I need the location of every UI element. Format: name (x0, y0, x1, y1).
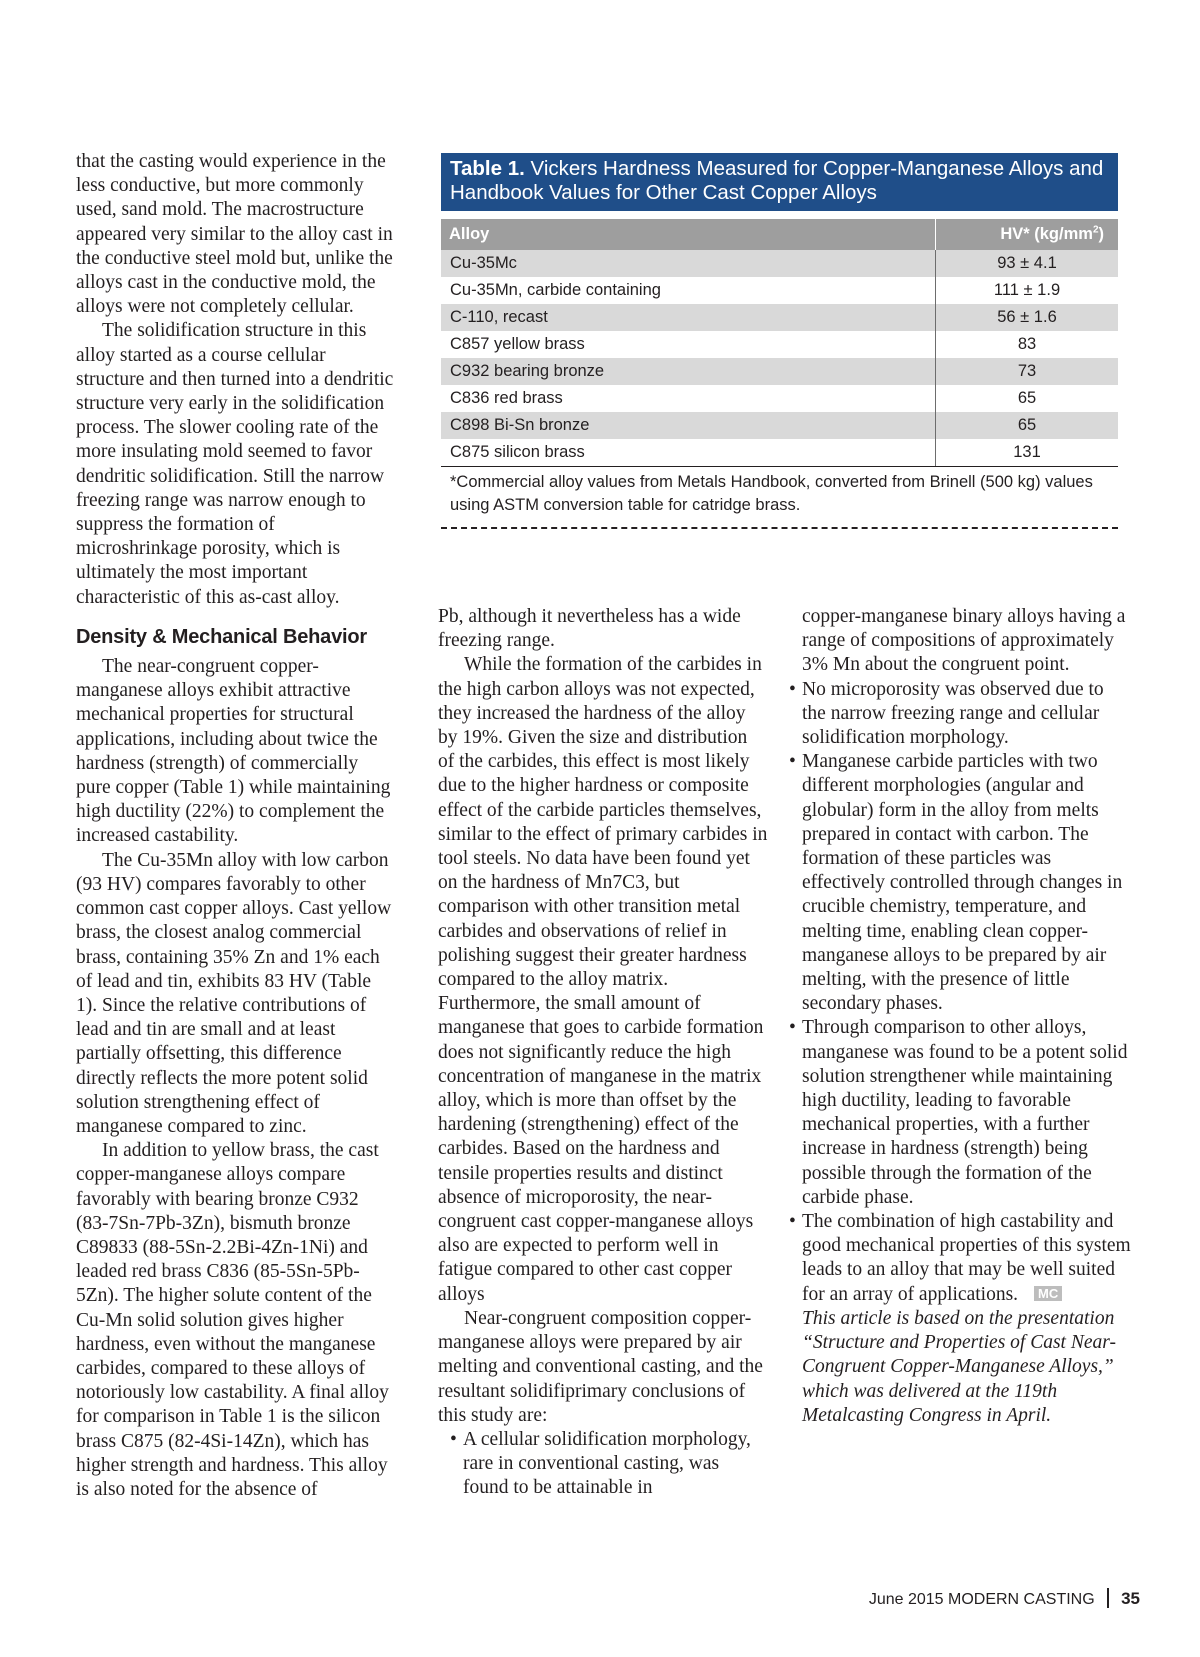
paragraph: Pb, although it nevertheless has a wide freezing range. (438, 606, 741, 652)
cell-alloy: Cu-35Mn, carbide containing (450, 281, 661, 299)
page-number: 35 (1121, 1589, 1140, 1608)
table-row (441, 331, 1118, 358)
cell-hv: 65 (936, 412, 1119, 439)
paragraph: that the casting would experience in the less conductive, but more commonly used, sand mold. The macrostructure appeared very similar to the alloy cast in the conductive steel mold but, unlike the alloys cast in the conductive mold, the alloys were not completely cellular. (76, 151, 393, 318)
cell-hv: 111 ± 1.9 (936, 277, 1119, 304)
conclusions-list (789, 678, 1132, 1307)
cell-alloy: C857 yellow brass (450, 335, 585, 353)
list-item: • No microporosity was observed due to the narrow freezing range and cellular solidification morphology. (789, 678, 1132, 751)
table-header-row (441, 219, 1118, 250)
list-item: • A cellular solidification morphology, rare in conventional casting, was found to be attainable in (450, 1428, 768, 1501)
cell-alloy: C-110, recast (441, 304, 936, 331)
list-item: • Manganese carbide particles with two different morphologies (angular and globular) form in the alloy from melts prepared in contact with carbon. The formation of these particles was effectively controlled through changes in crucible chemistry, temperature, and melting time, enabling clean copper-manganese alloys to be prepared by air melting, with the presence of little secondary phases. (789, 750, 1132, 1016)
table-row (441, 304, 1118, 331)
dashed-divider (441, 527, 1118, 529)
table-label: Table 1. (450, 157, 525, 180)
table-row (441, 412, 1118, 439)
table-title-text: Vickers Hardness Measured for Copper-Manganese Alloys and Handbook Values for Other Cast Copper Alloys (450, 157, 1104, 204)
table-title (441, 153, 1118, 219)
paragraph: In addition to yellow brass, the cast copper-manganese alloys compare favorably with bearing bronze C932 (83-7Sn-7Pb-3Zn), bismuth bronze C89833 (88-5Sn-2.2Bi-4Zn-1Ni) and leaded red brass C836 (85-5Sn-5Pb-5Zn). The higher solute content of the Cu-Mn solid solution gives higher hardness, even without the manganese carbides, compared to these alloys of notoriously low castability. A final alloy for comparison in Table 1 is the silicon brass C875 (82-4Si-14Zn), which has higher strength and hardness. This alloy is also noted for the absence of (76, 1140, 389, 1500)
paragraph: Near-congruent composition copper-manganese alloys were prepared by air melting and conventional casting, and the resultant solidifiprimary conclusions of this study are: (438, 1307, 763, 1426)
paragraph: The Cu-35Mn alloy with low carbon (93 HV) compares favorably to other common cast copper alloys. Cast yellow brass, the closest analog commercial brass, containing 35% Zn and 1% each of lead and tin, exhibits 83 HV (Table 1). Since the relative contributions of lead and tin are small and at least partially offsetting, this difference directly reflects the more potent solid solution strengthening effect of manganese compared to zinc. (76, 849, 392, 1137)
cell-hv: 83 (936, 331, 1119, 358)
magazine-name: MODERN CASTING (948, 1591, 1095, 1608)
mc-end-mark: MC (1034, 1286, 1062, 1301)
column-header-hv: HV* $(kg/mm^2)$ (936, 219, 1119, 250)
cell-hv: 65 (936, 385, 1119, 412)
cell-hv: 93 ± 4.1 (936, 250, 1119, 277)
text-column-2 (438, 605, 768, 1501)
paragraph: The solidification structure in this alloy started as a course cellular structure and then turned into a dendritic structure very early in the solidification process. The slower cooling rate of the more insulating mold seemed to favor dendritic solidification. Still the narrow freezing range was narrow enough to suppress the formation of microshrinkage porosity, which is ultimately the most important characteristic of this as-cast alloy. (76, 320, 394, 608)
paragraph: copper-manganese binary alloys having a range of compositions of approximately 3% Mn about the congruent point. (802, 606, 1126, 676)
conclusions-list (450, 1428, 768, 1501)
article-note: This article is based on the presentation “Structure and Properties of Cast Near-Congruent Copper-Manganese Alloys,” which was delivered at the 119th Metalcasting Congress in April. (802, 1307, 1116, 1426)
table-row (441, 385, 1118, 412)
column-header-alloy: Alloy (441, 219, 936, 250)
table-footnote: *Commercial alloy values from Metals Handbook, converted from Brinell (500 kg) values using ASTM conversion table for catridge brass. (450, 473, 1093, 514)
table-row (441, 439, 1118, 467)
table-1 (441, 153, 1118, 529)
text-column-1 (76, 150, 396, 1502)
section-heading: Density & Mechanical Behavior (76, 625, 367, 648)
table-row (441, 358, 1118, 385)
page-footer (869, 1588, 1140, 1609)
text-column-3 (802, 605, 1132, 1428)
cell-alloy: C898 Bi-Sn bronze (441, 412, 936, 439)
cell-alloy: C836 red brass (450, 389, 563, 407)
cell-hv: 73 (936, 358, 1119, 385)
footer-divider (1107, 1588, 1109, 1608)
cell-alloy: Cu-35Mc (441, 250, 936, 277)
issue-date: June 2015 (868, 1591, 944, 1608)
table-row (441, 250, 1118, 277)
cell-alloy: C875 silicon brass (441, 439, 936, 467)
list-item: • Through comparison to other alloys, manganese was found to be a potent solid solution strengthener while maintaining high ductility, leading to favorable mechanical properties, with a further increase in hardness (strength) being possible through the formation of the carbide phase. (789, 1016, 1132, 1210)
cell-hv: 56 ± 1.6 (936, 304, 1119, 331)
paragraph: The near-congruent copper-manganese alloys exhibit attractive mechanical properties for structural applications, including about twice the hardness (strength) of commercially pure copper (Table 1) while maintaining high ductility (22%) to complement the increased castability. (76, 656, 391, 847)
list-item: • The combination of high castability and good mechanical properties of this system leads to an alloy that may be well suited for an array of applications. MC (789, 1210, 1132, 1307)
cell-hv: 131 (936, 439, 1119, 467)
cell-alloy: C932 bearing bronze (441, 358, 936, 385)
hardness-table (441, 219, 1118, 467)
table-row (441, 277, 1118, 304)
paragraph: While the formation of the carbides in the high carbon alloys was not expected, they increased the hardness of the alloy by 19%. Given the size and distribution of the carbides, this effect is most likely due to the higher hardness or composite effect of the carbide particles themselves, similar to the effect of primary carbides in tool steels. No data have been found yet on the hardness of Mn7C3, but comparison with other transition metal carbides and observations of relief in polishing suggest their greater hardness compared to the alloy matrix. Furthermore, the small amount of manganese that goes to carbide formation does not significantly reduce the high concentration of manganese in the matrix alloy, which is more than offset by the hardening (strengthening) effect of the carbides. Based on the hardness and tensile properties results and distinct absence of microporosity, the near-congruent cast copper-manganese alloys also are expected to perform well in fatigue compared to other cast copper alloys (438, 654, 768, 1305)
